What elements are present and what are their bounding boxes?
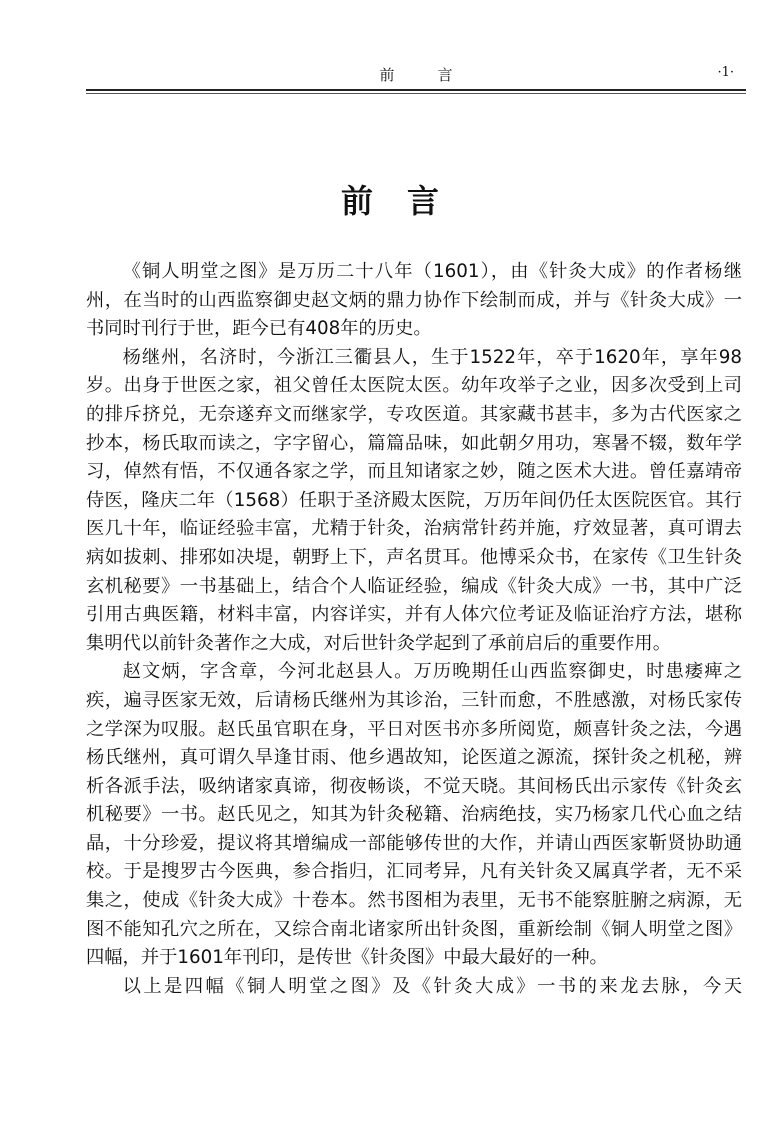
header-divider-thin bbox=[86, 93, 746, 94]
paragraph: 《铜人明堂之图》是万历二十八年（1601），由《针灸大成》的作者杨继州，在当时的山西监察御史赵文炳的鼎力协作下绘制而成，并与《针灸大成》一书同时刊行于世，距今已有408年的历史。 bbox=[86, 261, 742, 340]
running-header-title: 前 言 bbox=[379, 66, 467, 84]
paragraph: 以上是四幅《铜人明堂之图》及《针灸大成》一书的来龙去脉，今天 bbox=[122, 975, 742, 997]
header-divider bbox=[86, 89, 746, 91]
page-title: 前言 bbox=[340, 182, 473, 220]
paragraph: 杨继州，名济时，今浙江三衢县人，生于1522年，卒于1620年，享年98岁。出身于世医之家，祖父曾任太医院太医。幼年攻举子之业，因多次受到上司的排斥挤兑，无奈遂弃文而继家学，专攻医道。其家藏书甚丰，多为古代医家之抄本，杨氏取而读之，字字留心，篇篇品味，如此朝夕用功，寒暑不辍，数年学习，倬然有悟，不仅通各家之学，而且知诸家之妙，随之医术大进。曾任嘉靖帝侍医，隆庆二年（1568）任职于圣济殿太医院，万历年间仍任太医院医官。其行医几十年，临证经验丰富，尤精于针灸，治病常针药并施，疗效显著，真可谓去病如拔刺、排邪如决堤，朝野上下，声名贯耳。他博采众书，在家传《卫生针灸玄机秘要》一书基础上，结合个人临证经验，编成《针灸大成》一书，其中广泛引用古典医籍，材料丰富，内容详实，并有人体穴位考证及临证治疗方法，堪称集明代以前针灸著作之大成，对后世针灸学起到了承前启后的重要作用。 bbox=[86, 346, 742, 654]
running-header bbox=[86, 60, 746, 88]
page-number: ·1· bbox=[717, 65, 734, 80]
body-text bbox=[86, 258, 742, 1001]
paragraph: 赵文炳，字含章，今河北赵县人。万历晚期任山西监察御史，时患痿痺之疾，遍寻医家无效，后请杨氏继州为其诊治，三针而愈，不胜感激，对杨氏家传之学深为叹服。赵氏虽官职在身，平日对医书亦多所阅览，颇喜针灸之法，今遇杨氏继州，真可谓久旱逢甘雨、他乡遇故知，论医道之源流，探针灸之机秘，辨析各派手法，吸纳诸家真谛，彻夜畅谈，不觉天晓。其间杨氏出示家传《针灸玄机秘要》一书。赵氏见之，知其为针灸秘籍、治病绝技，实乃杨家几代心血之结晶，十分珍爱，提议将其增编成一部能够传世的大作，并请山西医家靳贤协助通校。于是搜罗古今医典，参合指归，汇同考异，凡有关针灸又属真学者，无不采集之，使成《针灸大成》十卷本。然书图相为表里，无书不能察脏腑之病源，无图不能知孔穴之所在，又综合南北诸家所出针灸图，重新绘制《铜人明堂之图》四幅，并于1601年刊印，是传世《针灸图》中最大最好的一种。 bbox=[86, 661, 742, 969]
